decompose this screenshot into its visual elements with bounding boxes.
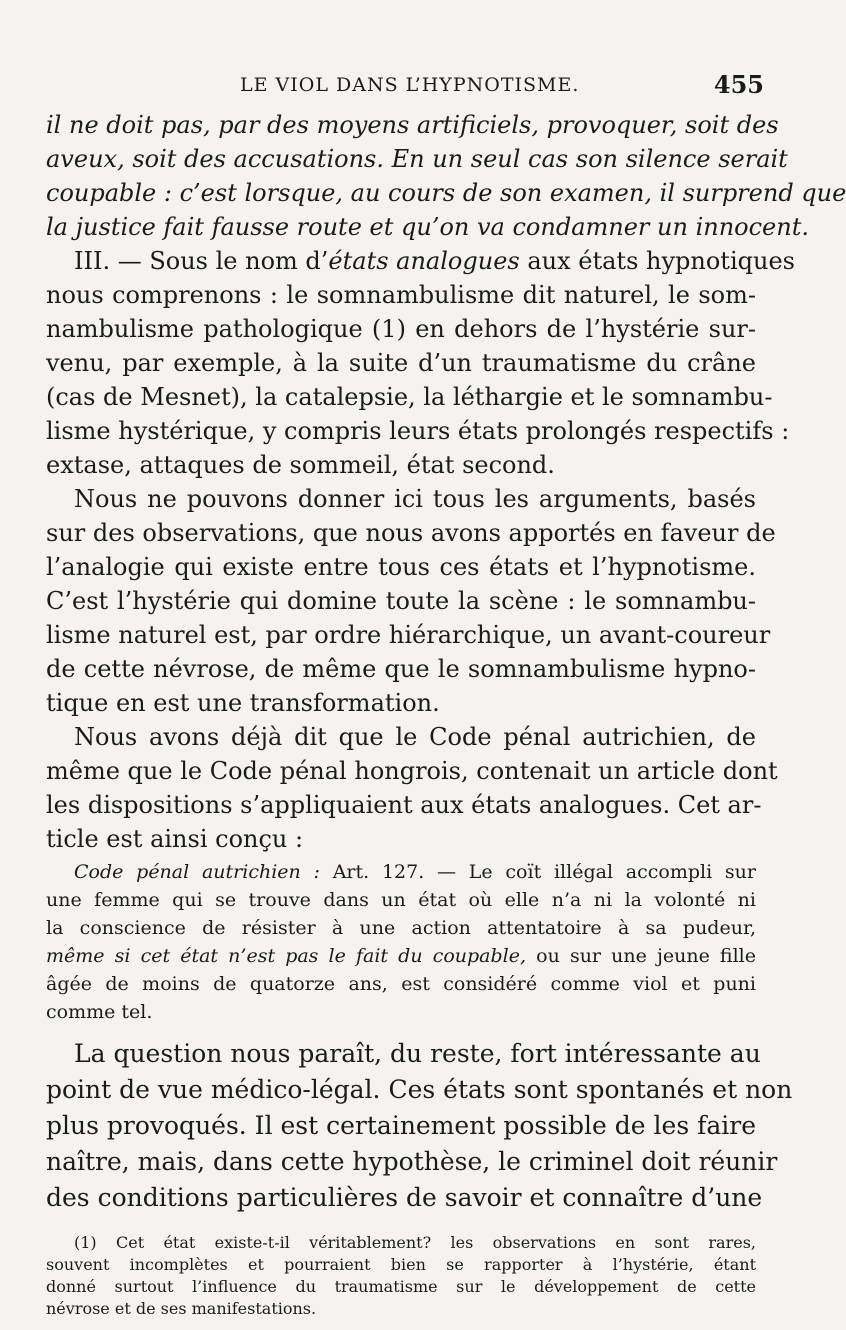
footnote-line: (1) Cet état existe-t-il véritablement? les observations en sont rares, xyxy=(74,1233,756,1252)
text-span: III. — Sous le nom d’ xyxy=(74,247,329,275)
text-line: lisme naturel est, par ordre hiérarchique, un avant-coureur xyxy=(46,621,771,649)
italic-term: Code pénal autrichien : xyxy=(74,861,320,883)
text-line: Nous avons déjà dit que le Code pénal autrichien, de xyxy=(74,723,756,751)
footnote-line: donné surtout l’influence du traumatisme sur le développement de cette xyxy=(46,1277,756,1296)
text-line: nous comprenons : le somnambulisme dit naturel, le som- xyxy=(46,281,756,309)
text-line: l’analogie qui existe entre tous ces états et l’hypnotisme. xyxy=(46,553,756,581)
text-span: aux états hypnotiques xyxy=(519,247,795,275)
italic-term: états analogues xyxy=(328,247,520,275)
quote-line: âgée de moins de quatorze ans, est considéré comme viol et puni xyxy=(46,973,756,995)
text-line: C’est l’hystérie qui domine toute la scène : le somnambu- xyxy=(46,587,756,615)
text-span: Art. 127. — Le coït illégal accompli sur xyxy=(319,861,757,883)
text-line: venu, par exemple, à la suite d’un traumatisme du crâne xyxy=(46,349,756,377)
text-line: aveux, soit des accusations. En un seul cas son silence serait xyxy=(46,145,788,173)
text-line: point de vue médico-légal. Ces états sont spontanés et non xyxy=(46,1075,793,1104)
text-line: ticle est ainsi conçu : xyxy=(46,825,304,853)
text-line: Nous ne pouvons donner ici tous les arguments, basés xyxy=(74,485,756,513)
quote-line: une femme qui se trouve dans un état où elle n’a ni la volonté ni xyxy=(46,889,756,911)
text-line: la justice fait fausse route et qu’on va condamner un innocent. xyxy=(46,213,809,241)
section-heading-line xyxy=(74,244,795,278)
text-line: La question nous paraît, du reste, fort intéressante au xyxy=(74,1039,761,1068)
running-title: LE VIOL DANS L’HYPNOTISME. xyxy=(240,74,580,96)
text-span: ou sur une jeune fille xyxy=(526,945,756,967)
text-line: lisme hystérique, y compris leurs états prolongés respectifs : xyxy=(46,417,790,445)
text-line: naître, mais, dans cette hypothèse, le criminel doit réunir xyxy=(46,1147,778,1176)
text-line: les dispositions s’appliquaient aux états analogues. Cet ar- xyxy=(46,791,762,819)
running-header xyxy=(0,60,800,100)
quote-line xyxy=(74,858,756,886)
text-line: même que le Code pénal hongrois, contenait un article dont xyxy=(46,757,778,785)
quote-line: comme tel. xyxy=(46,1001,153,1023)
text-line: extase, attaques de sommeil, état second. xyxy=(46,451,555,479)
text-line: plus provoqués. Il est certainement possible de les faire xyxy=(46,1111,756,1140)
text-line: il ne doit pas, par des moyens artificiels, provoquer, soit des xyxy=(46,111,779,139)
text-line: nambulisme pathologique (1) en dehors de l’hystérie sur- xyxy=(46,315,756,343)
text-line: de cette névrose, de même que le somnambulisme hypno- xyxy=(46,655,756,683)
text-line: sur des observations, que nous avons apportés en faveur de xyxy=(46,519,776,547)
quote-line: la conscience de résister à une action attentatoire à sa pudeur, xyxy=(46,917,756,939)
footnote-line: névrose et de ses manifestations. xyxy=(46,1299,317,1318)
text-line: (cas de Mesnet), la catalepsie, la léthargie et le somnambu- xyxy=(46,383,773,411)
quote-line xyxy=(46,942,756,970)
text-line: coupable : c’est lorsque, au cours de son examen, il surprend que xyxy=(46,179,846,207)
text-line: des conditions particulières de savoir et connaître d’une xyxy=(46,1183,763,1212)
page-number: 455 xyxy=(713,70,764,99)
text-line: tique en est une transformation. xyxy=(46,689,440,717)
footnote-line: souvent incomplètes et pourraient bien se rapporter à l’hystérie, étant xyxy=(46,1255,756,1274)
italic-term: même si cet état n’est pas le fait du coupable, xyxy=(46,945,527,967)
